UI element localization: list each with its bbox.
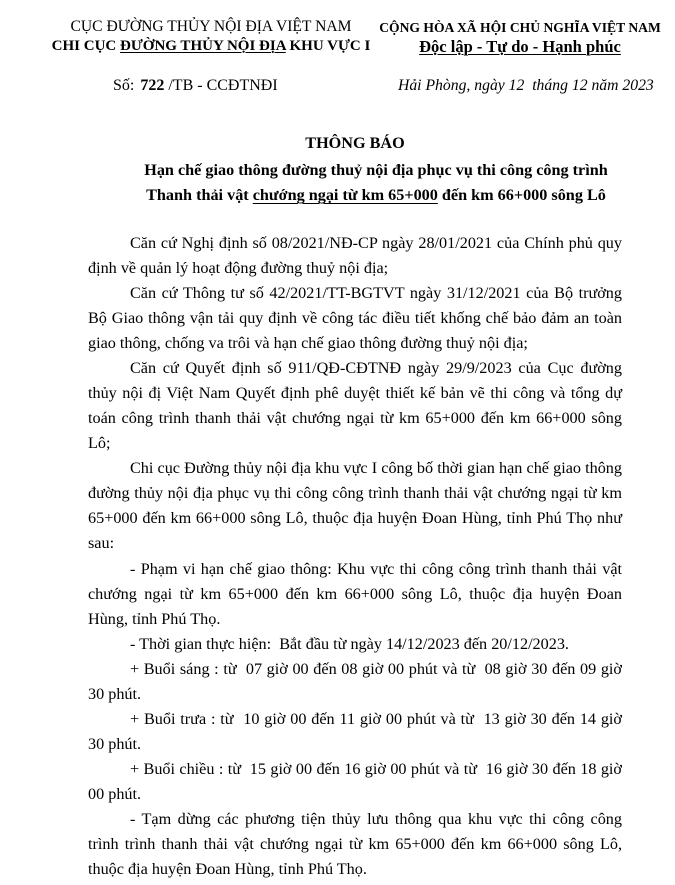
document-number-code: /TB - CCĐTNĐI [168,77,278,94]
document-number-label: Số: [113,77,135,94]
document-body [88,231,622,883]
national-title: CỘNG HÒA XÃ HỘI CHỦ NGHĨA VIỆT NAM [379,20,661,35]
document-subtitle-line-2 [130,183,622,207]
body-line: - Phạm vi hạn chế giao thông: Khu vực thi công công trình thanh thải vật [130,559,622,578]
paragraph-legal-basis-decree [88,231,622,281]
issuing-agency-name-part: CHI CỤC [51,38,121,54]
body-line: + Buổi sáng : từ 07 giờ 00 đến 08 giờ 00 phút và từ 08 giờ 30 đến 09 giờ [130,659,622,678]
body-line: Chi cục Đường thủy nội địa khu vực I công bố thời gian hạn chế giao thông [130,459,622,478]
body-line: - Thời gian thực hiện: Bắt đầu từ ngày 14/12/2023 đến 20/12/2023. [130,634,569,653]
body-line: 65+000 đến km 66+000 sông Lô, thuộc địa huyện Đoan Hùng, tỉnh Phú Thọ như [88,509,622,528]
body-line: Căn cứ Nghị định số 08/2021/NĐ-CP ngày 28/01/2021 của Chính phủ quy [130,233,622,252]
subtitle-underlined-part: chướng ngại từ km 65+000 [252,186,438,204]
body-line: toán công trình thanh thải vật chướng ngại từ km 65+000 đến km 66+000 sông [88,409,622,428]
document-number-value: 722 [140,77,165,94]
body-line: 30 phút. [88,684,142,703]
body-line: + Buổi chiều : từ 15 giờ 00 đến 16 giờ 00 phút và từ 16 giờ 30 đến 18 giờ [130,760,622,779]
body-line: thuộc địa huyện Đoan Hùng, tỉnh Phú Thọ. [88,860,367,879]
body-line: + Buổi trưa : từ 10 giờ 00 đến 11 giờ 00 phút và từ 13 giờ 30 đến 14 giờ [130,709,622,728]
place-and-date: Hải Phòng, ngày 12 tháng 12 năm 2023 [398,77,654,94]
issuing-agency-name [0,36,422,56]
body-line: Lô; [88,434,111,453]
paragraph-legal-basis-circular [88,281,622,356]
paragraph-morning-schedule [88,657,622,707]
body-line: đường thủy nội địa phục vụ thi công công trình thanh thải vật chướng ngại từ km [88,484,622,503]
body-line: giao thông, chống va trôi và hạn chế giao thông đường thuỷ nội địa; [88,333,528,352]
national-motto-text: Độc lập - Tự do - Hạnh phúc [419,37,621,56]
national-motto [370,37,670,57]
body-line: Hùng, tỉnh Phú Thọ. [88,609,221,628]
body-line: trình trình thanh thải vật chướng ngại từ km 65+000 đến km 66+000 sông Lô, [88,835,622,854]
document-subtitle-line-1: Hạn chế giao thông đường thuỷ nội địa phục vụ thi công công trình [144,161,608,179]
paragraph-vessel-suspension [88,807,622,882]
body-line: 30 phút. [88,735,142,754]
body-line: Căn cứ Quyết định số 911/QĐ-CĐTNĐ ngày 29/9/2023 của Cục đường [130,358,622,377]
paragraph-announcement-statement [88,456,622,556]
body-line: định về quản lý hoạt động đường thuỷ nội địa; [88,258,389,277]
subtitle-part: Thanh thải vật [146,186,253,204]
paragraph-afternoon-schedule [88,757,622,807]
parent-agency-name: CỤC ĐƯỜNG THỦY NỘI ĐỊA VIỆT NAM [70,18,352,35]
body-line: - Tạm dừng các phương tiện thủy lưu thông qua khu vực thi công công [130,810,622,829]
paragraph-noon-schedule [88,707,622,757]
body-line: sau: [88,534,115,553]
body-line: chướng ngại từ km 65+000 đến km 66+000 sông Lô, thuộc địa huyện Đoan [88,584,622,603]
document-title: THÔNG BÁO [305,134,405,152]
issuing-agency-name-part: KHU VỰC I [289,38,371,54]
paragraph-legal-basis-decision [88,356,622,456]
paragraph-restriction-scope [88,557,622,632]
document-number [113,76,278,96]
body-line: 00 phút. [88,785,142,804]
subtitle-part: đến km 66+000 sông Lô [441,186,606,204]
body-line: Căn cứ Thông tư số 42/2021/TT-BGTVT ngày 31/12/2021 của Bộ trưởng [130,283,622,302]
body-line: Bộ Giao thông vận tải quy định về công tác điều tiết khống chế bảo đảm an toàn [88,308,622,327]
body-line: thủy nội đị Việt Nam Quyết định phê duyệt thiết kế bản vẽ thi công và tổng dự [88,383,622,402]
issuing-agency-name-underlined-part: ĐƯỜNG THỦY NỘI ĐỊA [120,38,286,54]
paragraph-implementation-time [88,632,622,657]
